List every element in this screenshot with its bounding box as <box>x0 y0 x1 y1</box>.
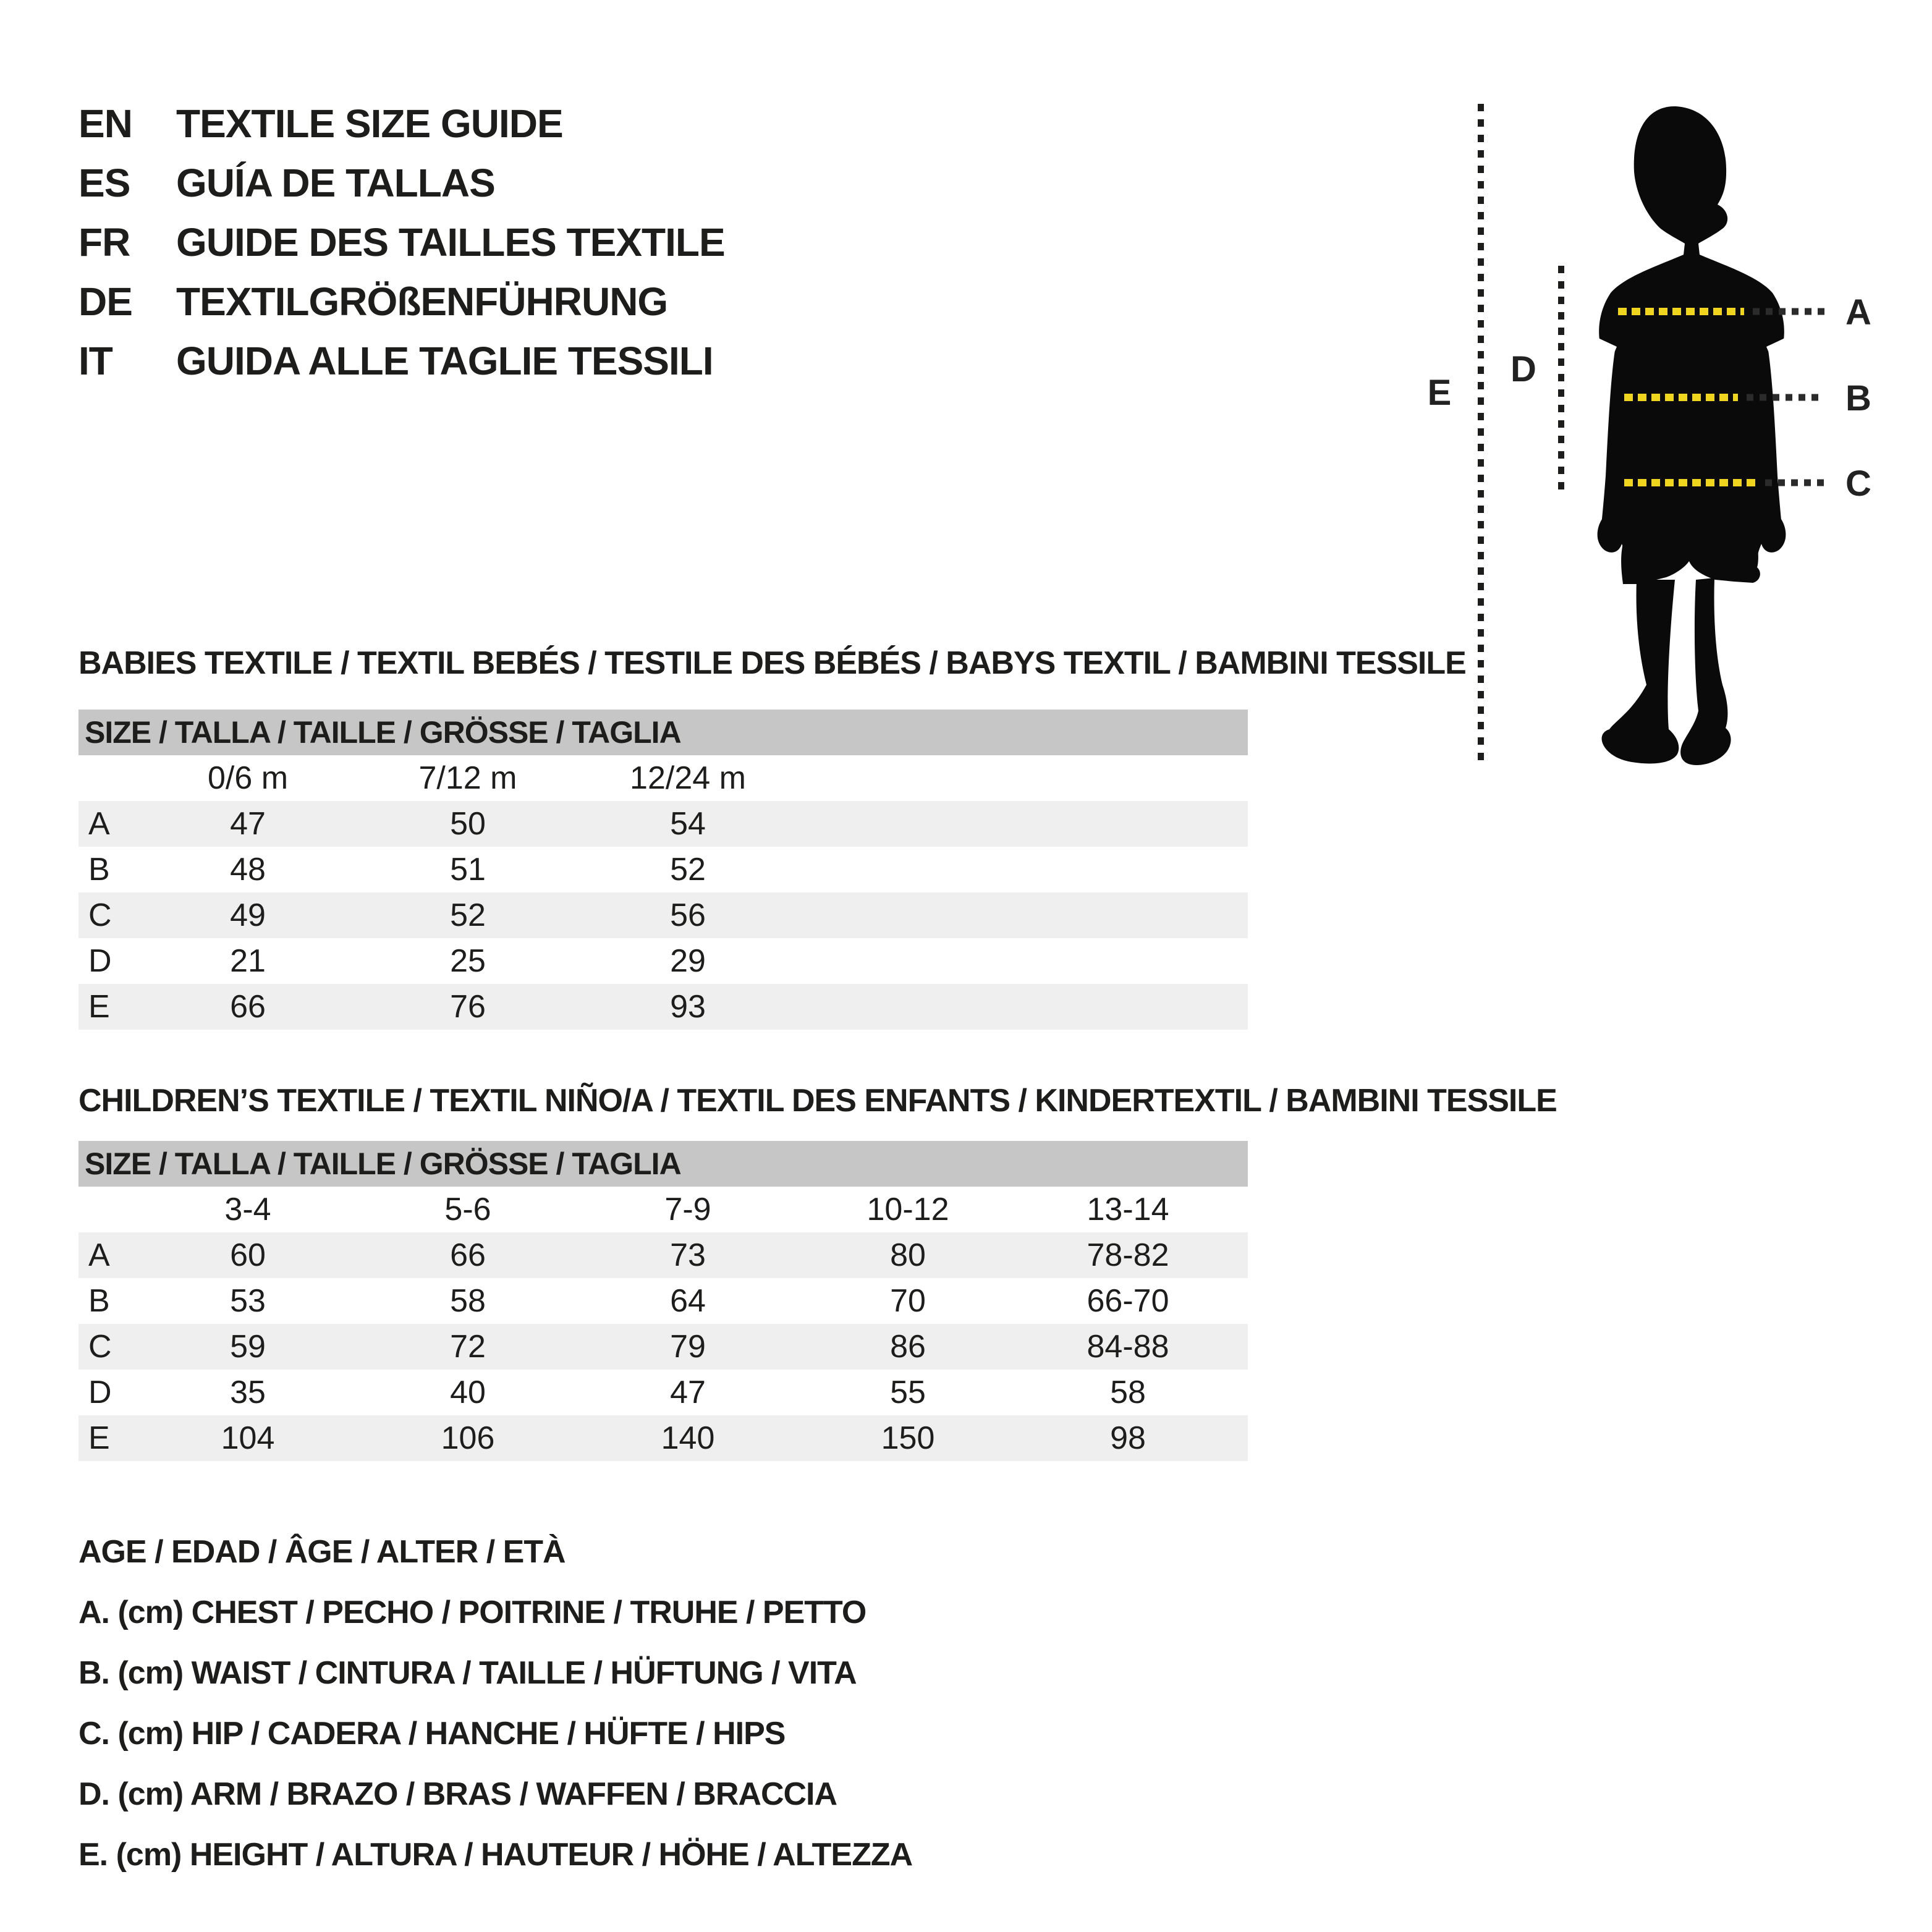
table-row <box>78 1324 1248 1370</box>
cell-value: 56 <box>670 897 706 933</box>
lang-row-es <box>78 153 725 213</box>
legend-arm: D. (cm) ARM / BRAZO / BRAS / WAFFEN / BRACCIA <box>78 1776 837 1812</box>
cell-value: 140 <box>661 1420 715 1456</box>
table-row <box>78 847 1248 892</box>
measurement-legend <box>78 1522 912 1885</box>
language-header <box>78 94 725 391</box>
cell-value: 50 <box>450 806 486 842</box>
row-label: B <box>88 1283 110 1319</box>
cell-value: 35 <box>230 1375 266 1410</box>
lang-code: DE <box>78 279 132 324</box>
legend-waist: B. (cm) WAIST / CINTURA / TAILLE / HÜFTUNG / VITA <box>78 1655 857 1691</box>
row-label: D <box>88 1375 112 1410</box>
cell-value: 55 <box>890 1375 926 1410</box>
table-row <box>78 1415 1248 1461</box>
cell-value: 72 <box>450 1329 486 1365</box>
row-label: D <box>88 943 112 979</box>
table-row <box>78 801 1248 847</box>
figure-label-d: D <box>1510 349 1536 389</box>
cell-value: 84-88 <box>1087 1329 1169 1365</box>
column-header: 12/24 m <box>630 760 746 796</box>
cell-value: 40 <box>450 1375 486 1410</box>
cell-value: 59 <box>230 1329 266 1365</box>
cell-value: 47 <box>230 806 266 842</box>
cell-value: 52 <box>670 852 706 888</box>
babies-size-header-bar <box>78 710 1248 755</box>
child-silhouette-shorts <box>1621 529 1760 584</box>
cell-value: 78-82 <box>1087 1237 1169 1273</box>
guide-title-it: GUIDA ALLE TAGLIE TESSILI <box>176 339 713 383</box>
children-section-title: CHILDREN’S TEXTILE / TEXTIL NIÑO/A / TEXTIL DES ENFANTS / KINDERTEXTIL / BAMBINI TESSILE <box>78 1083 1557 1119</box>
cell-value: 86 <box>890 1329 926 1365</box>
babies-column-header-row <box>78 755 1248 801</box>
cell-value: 66 <box>230 989 266 1025</box>
cell-value: 21 <box>230 943 266 979</box>
guide-title-fr: GUIDE DES TAILLES TEXTILE <box>176 220 725 265</box>
cell-value: 29 <box>670 943 706 979</box>
lang-row-fr <box>78 213 725 272</box>
babies-size-table <box>78 710 1248 1030</box>
column-header: 5-6 <box>444 1192 491 1227</box>
lang-code: EN <box>78 101 132 146</box>
column-header: 0/6 m <box>207 760 289 796</box>
row-label: E <box>88 989 110 1025</box>
legend-age: AGE / EDAD / ÂGE / ALTER / ETÀ <box>78 1534 566 1570</box>
lang-row-en <box>78 94 725 153</box>
cell-value: 150 <box>881 1420 935 1456</box>
cell-value: 49 <box>230 897 266 933</box>
children-size-header-bar <box>78 1141 1248 1187</box>
size-header-label: SIZE / TALLA / TAILLE / GRÖSSE / TAGLIA <box>85 715 681 750</box>
cell-value: 79 <box>670 1329 706 1365</box>
measurement-figure <box>1409 87 1932 803</box>
cell-value: 76 <box>450 989 486 1025</box>
table-row <box>78 1232 1248 1278</box>
row-label: E <box>88 1420 110 1456</box>
children-column-header-row <box>78 1187 1248 1232</box>
table-row <box>78 984 1248 1030</box>
row-label: C <box>88 897 112 933</box>
cell-value: 58 <box>450 1283 486 1319</box>
cell-value: 48 <box>230 852 266 888</box>
lang-row-it <box>78 331 725 391</box>
cell-value: 80 <box>890 1237 926 1273</box>
column-header: 10-12 <box>866 1192 949 1227</box>
cell-value: 60 <box>230 1237 266 1273</box>
cell-value: 53 <box>230 1283 266 1319</box>
lang-row-de <box>78 272 725 331</box>
table-row <box>78 892 1248 938</box>
cell-value: 66 <box>450 1237 486 1273</box>
column-header: 3-4 <box>224 1192 271 1227</box>
guide-title-es: GUÍA DE TALLAS <box>176 161 495 205</box>
lang-code: IT <box>78 339 112 383</box>
legend-height: E. (cm) HEIGHT / ALTURA / HAUTEUR / HÖHE / ALTEZZA <box>78 1837 913 1873</box>
column-header: 13-14 <box>1087 1192 1169 1227</box>
babies-section-title: BABIES TEXTILE / TEXTIL BEBÉS / TESTILE DES BÉBÉS / BABYS TEXTIL / BAMBINI TESSILE <box>78 645 1466 681</box>
cell-value: 106 <box>441 1420 495 1456</box>
legend-chest: A. (cm) CHEST / PECHO / POITRINE / TRUHE / PETTO <box>78 1595 866 1630</box>
legend-hip: C. (cm) HIP / CADERA / HANCHE / HÜFTE / HIPS <box>78 1716 786 1752</box>
cell-value: 25 <box>450 943 486 979</box>
cell-value: 104 <box>221 1420 275 1456</box>
lang-code: ES <box>78 161 130 205</box>
size-header-label: SIZE / TALLA / TAILLE / GRÖSSE / TAGLIA <box>85 1146 681 1181</box>
cell-value: 47 <box>670 1375 706 1410</box>
row-label: A <box>88 806 110 842</box>
figure-label-e: E <box>1427 372 1452 413</box>
child-silhouette-left-leg <box>1602 580 1679 763</box>
cell-value: 54 <box>670 806 706 842</box>
child-silhouette-right-leg <box>1680 578 1731 765</box>
column-header: 7-9 <box>664 1192 711 1227</box>
cell-value: 51 <box>450 852 486 888</box>
table-row <box>78 1278 1248 1324</box>
cell-value: 70 <box>890 1283 926 1319</box>
child-silhouette-figure <box>1409 87 1932 803</box>
guide-title-en: TEXTILE SIZE GUIDE <box>176 101 563 146</box>
cell-value: 66-70 <box>1087 1283 1169 1319</box>
row-label: A <box>88 1237 110 1273</box>
cell-value: 93 <box>670 989 706 1025</box>
table-row <box>78 1370 1248 1415</box>
row-label: B <box>88 852 110 888</box>
figure-label-b: B <box>1845 378 1871 418</box>
table-row <box>78 938 1248 984</box>
cell-value: 73 <box>670 1237 706 1273</box>
cell-value: 58 <box>1110 1375 1146 1410</box>
children-size-table <box>78 1141 1248 1461</box>
guide-title-de: TEXTILGRÖßENFÜHRUNG <box>176 279 668 324</box>
cell-value: 98 <box>1110 1420 1146 1456</box>
figure-label-c: C <box>1845 463 1871 504</box>
cell-value: 64 <box>670 1283 706 1319</box>
lang-code: FR <box>78 220 130 265</box>
row-label: C <box>88 1329 112 1365</box>
figure-label-a: A <box>1845 292 1871 333</box>
column-header: 7/12 m <box>418 760 517 796</box>
child-silhouette-body <box>1598 106 1786 555</box>
cell-value: 52 <box>450 897 486 933</box>
